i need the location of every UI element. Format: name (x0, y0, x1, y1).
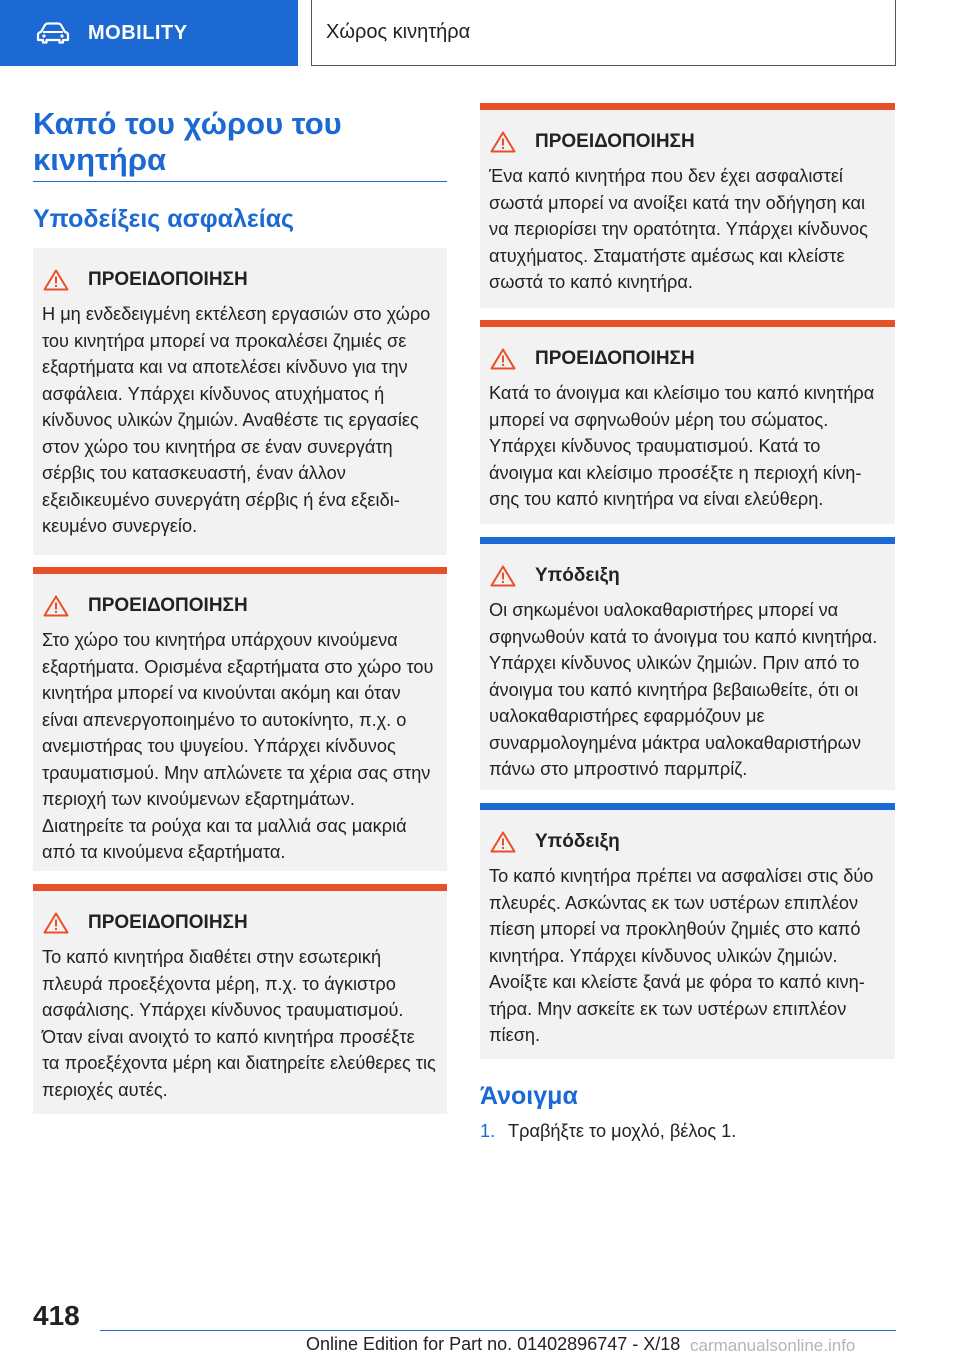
warning-triangle-icon (490, 831, 516, 853)
notice-accent-bar (480, 103, 895, 110)
notice-body: Το καπό κινητήρα πρέπει να ασφαλίσει στις δύο πλευρές. Ασκώντας εκ των υστέρων επιπλέον πίεση μπορεί να προκληθούν ζημιές στο καπό κινητήρα. Υπάρχει κίνδυνος υλικών ζημιών. Ανοίξτε και κλείστε ξανά με φόρα το καπό κινητήρα. Μην ασκείτε εκ των υστέρων επιπλέον πίεση. (489, 866, 874, 1045)
warning-triangle-icon (490, 565, 516, 587)
warning-notice (480, 103, 895, 308)
step-item (480, 1121, 736, 1142)
page-number: 418 (33, 1300, 80, 1331)
footer-edition: Online Edition for Part no. 01402896747 - X/18 (306, 1334, 681, 1354)
notice-body: Οι σηκωμένοι υαλοκαθαριστήρες μπορεί να σφηνωθούν κατά το άνοιγμα του καπό κινητήρα. Υπάρχει κίνδυνος υλικών ζημιών. Πριν από το άνοιγμα του καπό κινητήρα βεβαιωθείτε, ότι οι υαλοκαθαριστήρες εφαρμόζουν με συναρμολογημένα μάκτρα υαλοκαθαριστήρων πάνω στο μπροστινό παρμπρίζ. (489, 600, 878, 779)
notice-body: Το καπό κινητήρα διαθέτει στην εσωτερική πλευρά προεξέχοντα μέρη, π.χ. το άγκιστρο ασφάλισης. Υπάρχει κίνδυνος τραυματισμού. Όταν είναι ανοιχτό το καπό κινητήρα προσέξτε τα προεξέχοντα μέρη και διατηρείτε ελεύθερες τις περιοχές αυτές. (42, 947, 436, 1100)
notice-body: Η μη ενδεδειγμένη εκτέλεση εργασιών στο χώρο του κινητήρα μπορεί να προκαλέσει ζημιές σε εξαρτήματα και να αποτελέσει κίνδυνο για την ασφάλεια. Υπάρχει κίνδυνος ατυχήματος ή κίνδυνος υλικών ζημιών. Αναθέστε τις εργασίες στον χώρο του κινητήρα σε έναν συνεργάτη σέρβις του κατασκευαστή, έναν άλλον εξειδικευμένο συνεργάτη σέρβις ή ένα εξειδικευμένο συνεργείο. (42, 304, 431, 536)
notice-title: ΠΡΟΕΙΔΟΠΟΙΗΣΗ (88, 269, 248, 290)
header-category-tab (0, 0, 298, 66)
watermark: carmanualsonline.info (690, 1336, 856, 1355)
hint-notice (480, 537, 895, 790)
notice-accent-bar (480, 537, 895, 544)
step-number: 1. (480, 1121, 496, 1141)
warning-notice (33, 884, 447, 1114)
warning-triangle-icon (43, 269, 69, 291)
warning-triangle-icon (490, 348, 516, 370)
notice-accent-bar (33, 884, 447, 891)
warning-triangle-icon (490, 131, 516, 153)
header-section-title: Χώρος κινητήρα (326, 21, 471, 43)
section-heading: Υποδείξεις ασφαλείας (33, 205, 295, 233)
header-section-box (311, 0, 896, 66)
opening-heading: Άνοιγμα (480, 1082, 578, 1110)
notice-accent-bar (33, 567, 447, 574)
warning-notice (33, 567, 447, 871)
notice-title: ΠΡΟΕΙΔΟΠΟΙΗΣΗ (535, 131, 695, 152)
title-divider (33, 181, 447, 182)
notice-title: ΠΡΟΕΙΔΟΠΟΙΗΣΗ (535, 348, 695, 369)
notice-body: Στο χώρο του κινητήρα υπάρχουν κινούμενα εξαρτήματα. Ορισμένα εξαρτήματα στο χώρο του κινητήρα μπορεί να κινούνται ακόμη και όταν είναι απενεργοποιημένο το αυτοκίνητο, π.χ. ο ανεμιστήρας του ψυγείου. Υπάρχει κίνδυνος τραυματισμού. Μην απλώνετε τα χέρια σας στην περιοχή των κινούμενων εξαρτημάτων. Διατηρείτε τα ρούχα και τα μαλλιά σας μακριά από τα κινούμενα εξαρτήματα. (42, 630, 434, 862)
notice-accent-bar (480, 803, 895, 810)
page-title: Καπό του χώρου του κινητήρα (33, 106, 342, 177)
notice-title: Υπόδειξη (535, 565, 620, 586)
warning-triangle-icon (43, 912, 69, 934)
header-category-label: MOBILITY (88, 21, 188, 44)
warning-notice (480, 320, 895, 524)
footer-divider (100, 1330, 896, 1331)
warning-notice (33, 248, 447, 555)
notice-title: ΠΡΟΕΙΔΟΠΟΙΗΣΗ (88, 595, 248, 616)
car-icon (36, 22, 70, 44)
notice-title: Υπόδειξη (535, 831, 620, 852)
step-text: Τραβήξτε το μοχλό, βέλος 1. (508, 1121, 737, 1141)
hint-notice (480, 803, 895, 1059)
notice-body: Κατά το άνοιγμα και κλείσιμο του καπό κινητήρα μπορεί να σφηνωθούν μέρη του σώματος. Υπάρχει κίνδυνος τραυματισμού. Κατά το άνοιγμα και κλείσιμο προσέξτε η περιοχή κίνησης του καπό κινητήρα να είναι ελεύθερη. (489, 383, 875, 509)
notice-accent-bar (480, 320, 895, 327)
warning-triangle-icon (43, 595, 69, 617)
notice-title: ΠΡΟΕΙΔΟΠΟΙΗΣΗ (88, 912, 248, 933)
notice-body: Ένα καπό κινητήρα που δεν έχει ασφαλιστεί σωστά μπορεί να ανοίξει κατά την οδήγηση και να περιορίσει την ορατότητα. Υπάρχει κίνδυνος ατυχήματος. Σταματήστε αμέσως και κλείστε σωστά το καπό κινητήρα. (489, 166, 868, 292)
